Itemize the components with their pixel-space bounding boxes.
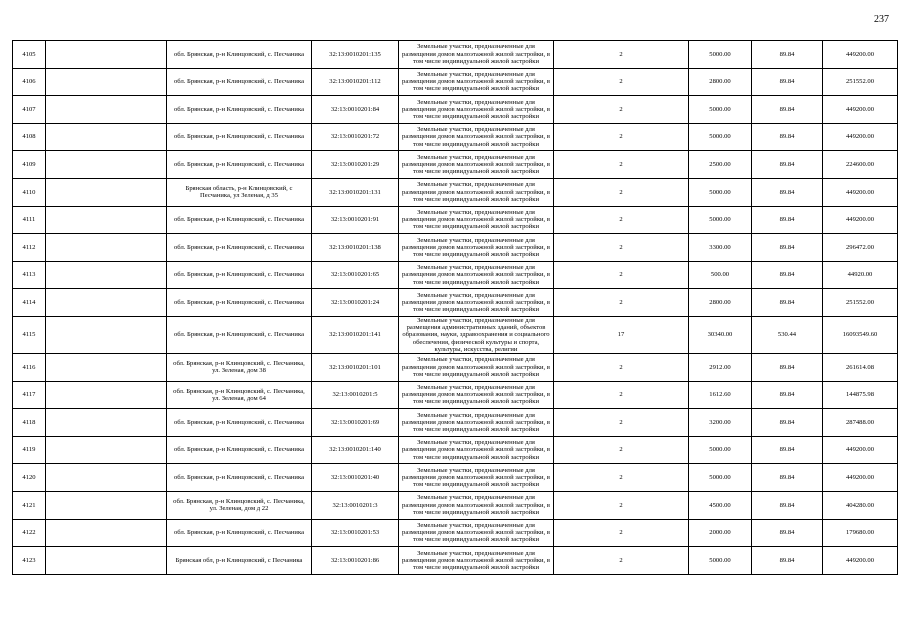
- cadastral-number-cell: 32:13:0010201:141: [312, 316, 399, 353]
- row-number: 4115: [13, 316, 46, 353]
- land-use-cell: Земельные участки, предназначенные для размещения домов малоэтажной жилой застройки, в том числе индивидуальной жилой застройки: [399, 151, 554, 179]
- cadastral-value-cell: 449200.00: [823, 206, 898, 234]
- row-number: 4111: [13, 206, 46, 234]
- unit-price-cell: 89.84: [752, 123, 823, 151]
- address-cell: обл. Брянская, р-н Клинцовский, с. Песчаника: [167, 464, 312, 492]
- table-row: [13, 436, 898, 464]
- row-number: 4107: [13, 96, 46, 124]
- table-row: [13, 41, 898, 69]
- category-cell: 2: [554, 41, 689, 69]
- land-use-cell: Земельные участки, предназначенные для размещения домов малоэтажной жилой застройки, в том числе индивидуальной жилой застройки: [399, 464, 554, 492]
- address-cell: обл. Брянская, р-н Клинцовский, с. Песчаника: [167, 123, 312, 151]
- address-cell: обл. Брянская, р-н Клинцовский, с. Песчаника: [167, 519, 312, 547]
- address-cell: обл. Брянская, р-н Клинцовский, с. Песчаника: [167, 151, 312, 179]
- cadastral-number-cell: 32:13:0010201:112: [312, 68, 399, 96]
- address-cell: обл. Брянская, р-н Клинцовский, с. Песчаника: [167, 316, 312, 353]
- address-cell: обл. Брянская, р-н Клинцовский, с. Песчаника: [167, 206, 312, 234]
- empty-cell: [46, 353, 167, 381]
- area-cell: 2500.00: [689, 151, 752, 179]
- unit-price-cell: 89.84: [752, 491, 823, 519]
- cadastral-number-cell: 32:13:0010201:29: [312, 151, 399, 179]
- area-cell: 5000.00: [689, 464, 752, 492]
- address-cell: обл. Брянская, р-н Клинцовский, с. Песчаника, ул. Зеленая, дом 38: [167, 353, 312, 381]
- table-row: [13, 123, 898, 151]
- cadastral-value-cell: 449200.00: [823, 123, 898, 151]
- land-use-cell: Земельные участки, предназначенные для размещения домов малоэтажной жилой застройки, в том числе индивидуальной жилой застройки: [399, 519, 554, 547]
- empty-cell: [46, 316, 167, 353]
- category-cell: 2: [554, 519, 689, 547]
- land-use-cell: Земельные участки, предназначенные для размещения домов малоэтажной жилой застройки, в том числе индивидуальной жилой застройки: [399, 41, 554, 69]
- address-cell: обл. Брянская, р-н Клинцовский, с. Песчаника: [167, 234, 312, 262]
- unit-price-cell: 89.84: [752, 381, 823, 409]
- table-body: [13, 41, 898, 575]
- row-number: 4120: [13, 464, 46, 492]
- area-cell: 1612.60: [689, 381, 752, 409]
- area-cell: 3300.00: [689, 234, 752, 262]
- area-cell: 5000.00: [689, 436, 752, 464]
- unit-price-cell: 89.84: [752, 519, 823, 547]
- category-cell: 2: [554, 547, 689, 575]
- category-cell: 2: [554, 353, 689, 381]
- category-cell: 2: [554, 151, 689, 179]
- cadastral-number-cell: 32:13:0010201:40: [312, 464, 399, 492]
- area-cell: 5000.00: [689, 41, 752, 69]
- unit-price-cell: 89.84: [752, 436, 823, 464]
- unit-price-cell: 530.44: [752, 316, 823, 353]
- unit-price-cell: 89.84: [752, 261, 823, 289]
- empty-cell: [46, 381, 167, 409]
- land-use-cell: Земельные участки, предназначенные для размещения домов малоэтажной жилой застройки, в том числе индивидуальной жилой застройки: [399, 178, 554, 206]
- land-use-cell: Земельные участки, предназначенные для размещения домов малоэтажной жилой застройки, в том числе индивидуальной жилой застройки: [399, 123, 554, 151]
- cadastral-number-cell: 32:13:0010201:138: [312, 234, 399, 262]
- category-cell: 2: [554, 234, 689, 262]
- land-use-cell: Земельные участки, предназначенные для размещения домов малоэтажной жилой застройки, в том числе индивидуальной жилой застройки: [399, 436, 554, 464]
- unit-price-cell: 89.84: [752, 41, 823, 69]
- row-number: 4113: [13, 261, 46, 289]
- table-row: [13, 68, 898, 96]
- address-cell: обл. Брянская, р-н Клинцовский, с. Песчаника: [167, 289, 312, 317]
- cadastral-number-cell: 32:13:0010201:53: [312, 519, 399, 547]
- row-number: 4112: [13, 234, 46, 262]
- category-cell: 2: [554, 289, 689, 317]
- empty-cell: [46, 464, 167, 492]
- unit-price-cell: 89.84: [752, 178, 823, 206]
- land-plot-table: [12, 40, 898, 575]
- cadastral-value-cell: 449200.00: [823, 436, 898, 464]
- area-cell: 2800.00: [689, 68, 752, 96]
- category-cell: 2: [554, 409, 689, 437]
- area-cell: 500.00: [689, 261, 752, 289]
- cadastral-number-cell: 32:13:0010201:65: [312, 261, 399, 289]
- unit-price-cell: 89.84: [752, 289, 823, 317]
- address-cell: обл. Брянская, р-н Клинцовский, с. Песчаника, ул. Зеленая, дом д 22: [167, 491, 312, 519]
- row-number: 4117: [13, 381, 46, 409]
- land-use-cell: Земельные участки, предназначенные для размещения домов малоэтажной жилой застройки, в том числе индивидуальной жилой застройки: [399, 289, 554, 317]
- table-row: [13, 353, 898, 381]
- cadastral-number-cell: 32:13:0010201:140: [312, 436, 399, 464]
- row-number: 4119: [13, 436, 46, 464]
- table-row: [13, 289, 898, 317]
- address-cell: обл. Брянская, р-н Клинцовский, с. Песчаника: [167, 261, 312, 289]
- cadastral-value-cell: 251552.00: [823, 289, 898, 317]
- address-cell: Брянская область, р-н Клинцовский, с Песчаника, ул Зеленая, д 35: [167, 178, 312, 206]
- cadastral-number-cell: 32:13:0010201:72: [312, 123, 399, 151]
- land-use-cell: Земельные участки, предназначенные для размещения административных зданий, объектов образования, науки, здравоохранения и социального обеспечения, физической культуры и спорта, культуры, искусства, религии: [399, 316, 554, 353]
- empty-cell: [46, 234, 167, 262]
- unit-price-cell: 89.84: [752, 464, 823, 492]
- empty-cell: [46, 96, 167, 124]
- land-use-cell: Земельные участки, предназначенные для размещения домов малоэтажной жилой застройки, в том числе индивидуальной жилой застройки: [399, 261, 554, 289]
- table-row: [13, 519, 898, 547]
- cadastral-value-cell: 296472.00: [823, 234, 898, 262]
- cadastral-value-cell: 16093549.60: [823, 316, 898, 353]
- category-cell: 2: [554, 464, 689, 492]
- row-number: 4108: [13, 123, 46, 151]
- area-cell: 5000.00: [689, 206, 752, 234]
- category-cell: 2: [554, 96, 689, 124]
- cadastral-value-cell: 251552.00: [823, 68, 898, 96]
- table-row: [13, 206, 898, 234]
- row-number: 4109: [13, 151, 46, 179]
- cadastral-number-cell: 32:13:0010201:131: [312, 178, 399, 206]
- category-cell: 2: [554, 178, 689, 206]
- address-cell: обл. Брянская, р-н Клинцовский, с. Песчаника: [167, 68, 312, 96]
- area-cell: 5000.00: [689, 547, 752, 575]
- category-cell: 2: [554, 206, 689, 234]
- land-use-cell: Земельные участки, предназначенные для размещения домов малоэтажной жилой застройки, в том числе индивидуальной жилой застройки: [399, 409, 554, 437]
- cadastral-value-cell: 44920.00: [823, 261, 898, 289]
- area-cell: 5000.00: [689, 178, 752, 206]
- cadastral-number-cell: 32:13:0010201:101: [312, 353, 399, 381]
- address-cell: обл. Брянская, р-н Клинцовский, с. Песчаника: [167, 41, 312, 69]
- cadastral-value-cell: 179680.00: [823, 519, 898, 547]
- row-number: 4105: [13, 41, 46, 69]
- empty-cell: [46, 41, 167, 69]
- empty-cell: [46, 178, 167, 206]
- table-row: [13, 234, 898, 262]
- row-number: 4110: [13, 178, 46, 206]
- address-cell: Брянская обл, р-н Клинцовский, с Песчаника: [167, 547, 312, 575]
- cadastral-value-cell: 449200.00: [823, 96, 898, 124]
- cadastral-value-cell: 449200.00: [823, 41, 898, 69]
- category-cell: 2: [554, 491, 689, 519]
- area-cell: 4500.00: [689, 491, 752, 519]
- cadastral-value-cell: 449200.00: [823, 547, 898, 575]
- land-use-cell: Земельные участки, предназначенные для размещения домов малоэтажной жилой застройки, в том числе индивидуальной жилой застройки: [399, 381, 554, 409]
- address-cell: обл. Брянская, р-н Клинцовский, с. Песчаника: [167, 436, 312, 464]
- empty-cell: [46, 547, 167, 575]
- category-cell: 2: [554, 261, 689, 289]
- empty-cell: [46, 289, 167, 317]
- category-cell: 2: [554, 123, 689, 151]
- cadastral-number-cell: 32:13:0010201:3: [312, 491, 399, 519]
- cadastral-value-cell: 287488.00: [823, 409, 898, 437]
- land-use-cell: Земельные участки, предназначенные для размещения домов малоэтажной жилой застройки, в том числе индивидуальной жилой застройки: [399, 96, 554, 124]
- empty-cell: [46, 206, 167, 234]
- cadastral-value-cell: 449200.00: [823, 178, 898, 206]
- address-cell: обл. Брянская, р-н Клинцовский, с. Песчаника: [167, 409, 312, 437]
- empty-cell: [46, 151, 167, 179]
- table-row: [13, 178, 898, 206]
- area-cell: 2912.00: [689, 353, 752, 381]
- row-number: 4106: [13, 68, 46, 96]
- table-row: [13, 96, 898, 124]
- land-use-cell: Земельные участки, предназначенные для размещения домов малоэтажной жилой застройки, в том числе индивидуальной жилой застройки: [399, 491, 554, 519]
- land-use-cell: Земельные участки, предназначенные для размещения домов малоэтажной жилой застройки, в том числе индивидуальной жилой застройки: [399, 547, 554, 575]
- category-cell: 2: [554, 68, 689, 96]
- address-cell: обл. Брянская, р-н Клинцовский, с. Песчаника, ул. Зеленая, дом 64: [167, 381, 312, 409]
- empty-cell: [46, 436, 167, 464]
- row-number: 4116: [13, 353, 46, 381]
- empty-cell: [46, 519, 167, 547]
- unit-price-cell: 89.84: [752, 234, 823, 262]
- land-use-cell: Земельные участки, предназначенные для размещения домов малоэтажной жилой застройки, в том числе индивидуальной жилой застройки: [399, 68, 554, 96]
- table-row: [13, 464, 898, 492]
- unit-price-cell: 89.84: [752, 68, 823, 96]
- cadastral-number-cell: 32:13:0010201:91: [312, 206, 399, 234]
- area-cell: 5000.00: [689, 96, 752, 124]
- land-use-cell: Земельные участки, предназначенные для размещения домов малоэтажной жилой застройки, в том числе индивидуальной жилой застройки: [399, 234, 554, 262]
- cadastral-value-cell: 449200.00: [823, 464, 898, 492]
- unit-price-cell: 89.84: [752, 409, 823, 437]
- cadastral-number-cell: 32:13:0010201:86: [312, 547, 399, 575]
- unit-price-cell: 89.84: [752, 353, 823, 381]
- category-cell: 2: [554, 436, 689, 464]
- page-number: 237: [874, 14, 889, 25]
- cadastral-value-cell: 144875.98: [823, 381, 898, 409]
- land-use-cell: Земельные участки, предназначенные для размещения домов малоэтажной жилой застройки, в том числе индивидуальной жилой застройки: [399, 206, 554, 234]
- cadastral-value-cell: 224600.00: [823, 151, 898, 179]
- category-cell: 17: [554, 316, 689, 353]
- table-row: [13, 381, 898, 409]
- table-row: [13, 409, 898, 437]
- empty-cell: [46, 68, 167, 96]
- unit-price-cell: 89.84: [752, 96, 823, 124]
- category-cell: 2: [554, 381, 689, 409]
- cadastral-value-cell: 404280.00: [823, 491, 898, 519]
- unit-price-cell: 89.84: [752, 206, 823, 234]
- cadastral-value-cell: 261614.08: [823, 353, 898, 381]
- address-cell: обл. Брянская, р-н Клинцовский, с. Песчаника: [167, 96, 312, 124]
- area-cell: 30340.00: [689, 316, 752, 353]
- empty-cell: [46, 491, 167, 519]
- row-number: 4123: [13, 547, 46, 575]
- area-cell: 5000.00: [689, 123, 752, 151]
- cadastral-number-cell: 32:13:0010201:69: [312, 409, 399, 437]
- area-cell: 3200.00: [689, 409, 752, 437]
- area-cell: 2000.00: [689, 519, 752, 547]
- row-number: 4121: [13, 491, 46, 519]
- row-number: 4122: [13, 519, 46, 547]
- table-row: [13, 547, 898, 575]
- row-number: 4114: [13, 289, 46, 317]
- table-row: [13, 151, 898, 179]
- empty-cell: [46, 261, 167, 289]
- cadastral-number-cell: 32:13:0010201:5: [312, 381, 399, 409]
- table-row: [13, 491, 898, 519]
- cadastral-number-cell: 32:13:0010201:135: [312, 41, 399, 69]
- unit-price-cell: 89.84: [752, 151, 823, 179]
- cadastral-number-cell: 32:13:0010201:84: [312, 96, 399, 124]
- land-use-cell: Земельные участки, предназначенные для размещения домов малоэтажной жилой застройки, в том числе индивидуальной жилой застройки: [399, 353, 554, 381]
- row-number: 4118: [13, 409, 46, 437]
- empty-cell: [46, 123, 167, 151]
- empty-cell: [46, 409, 167, 437]
- cadastral-number-cell: 32:13:0010201:24: [312, 289, 399, 317]
- unit-price-cell: 89.84: [752, 547, 823, 575]
- table-row: [13, 316, 898, 353]
- table-row: [13, 261, 898, 289]
- area-cell: 2800.00: [689, 289, 752, 317]
